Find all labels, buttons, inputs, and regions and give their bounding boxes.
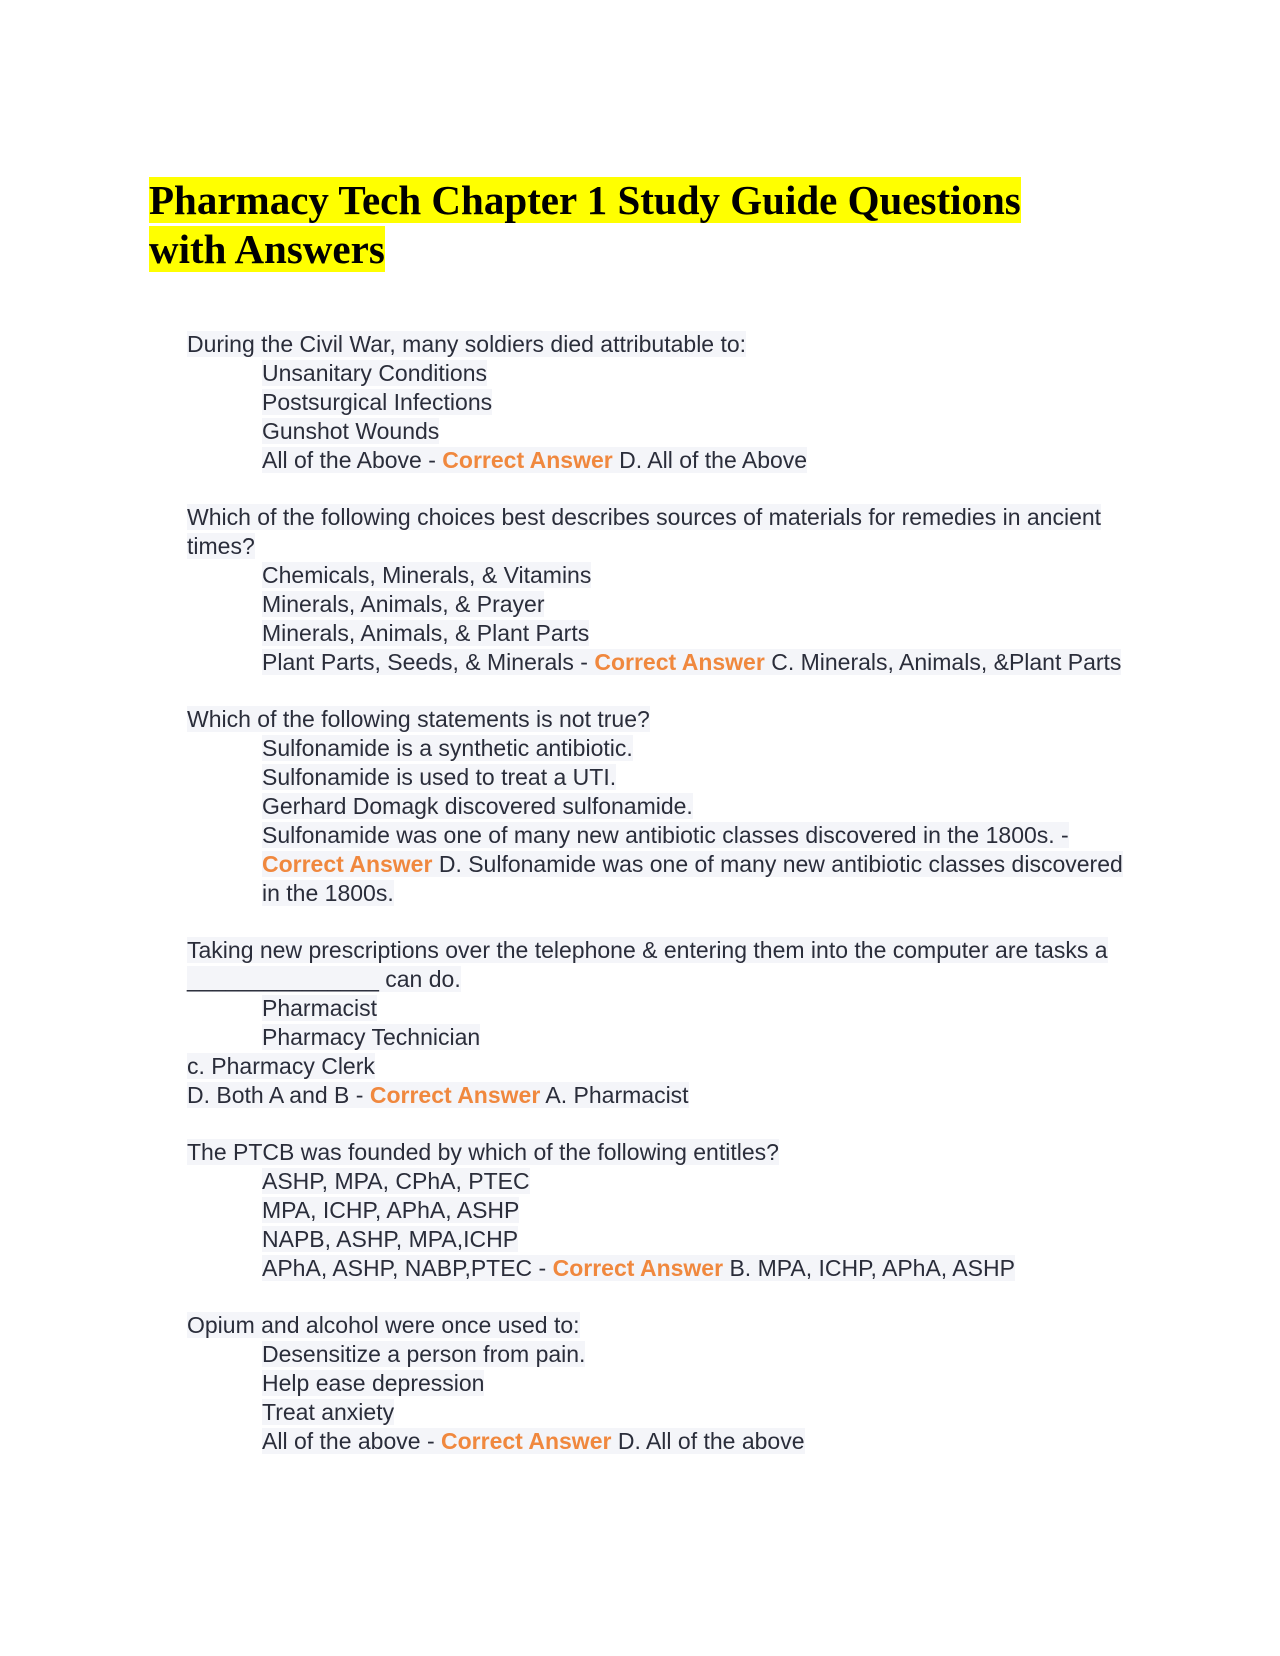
option-c: Gunshot Wounds [262, 418, 440, 444]
option-c: Minerals, Animals, & Plant Parts [262, 620, 590, 646]
question-block-1 [187, 330, 1127, 475]
option-b: Pharmacy Technician [262, 1024, 481, 1050]
question-text: During the Civil War, many soldiers died attributable to: [187, 331, 747, 357]
option-a: Pharmacist [262, 995, 378, 1021]
option-c: c. Pharmacy Clerk [187, 1053, 375, 1079]
option-d-with-answer: Plant Parts, Seeds, & Minerals - Correct Answer C. Minerals, Animals, &Plant Parts [262, 649, 1122, 675]
question-text: Which of the following statements is not true? [187, 706, 650, 732]
answer-text: C. Minerals, Animals, &Plant Parts [771, 649, 1122, 675]
correct-answer-label: Correct Answer [552, 1255, 724, 1281]
question-block-3 [187, 705, 1127, 908]
option-d: D. Both A and B [187, 1082, 350, 1108]
option-a: ASHP, MPA, CPhA, PTEC [262, 1168, 530, 1194]
option-c: NAPB, ASHP, MPA,ICHP [262, 1226, 519, 1252]
question-text: Taking new prescriptions over the telephone & entering them into the computer are tasks a _______________ can do. [187, 937, 1108, 992]
question-block-2 [187, 503, 1127, 677]
answer-text: D. All of the above [617, 1428, 805, 1454]
option-d: Plant Parts, Seeds, & Minerals [262, 649, 574, 675]
option-d: Sulfonamide was one of many new antibiotic classes discovered in the 1800s. [262, 822, 1055, 848]
option-d: APhA, ASHP, NABP,PTEC [262, 1255, 533, 1281]
option-a: Sulfonamide is a synthetic antibiotic. [262, 735, 633, 761]
answer-text: B. MPA, ICHP, APhA, ASHP [729, 1255, 1015, 1281]
option-a: Desensitize a person from pain. [262, 1341, 586, 1367]
option-a: Unsanitary Conditions [262, 360, 488, 386]
question-block-6 [187, 1311, 1127, 1456]
question-block-4 [187, 936, 1127, 1110]
title-line-2: with Answers [149, 226, 385, 272]
option-b: Sulfonamide is used to treat a UTI. [262, 764, 617, 790]
questions-list [187, 330, 1127, 1484]
option-d-with-answer: All of the Above - Correct Answer D. All of the Above [262, 447, 808, 473]
correct-answer-label: Correct Answer [369, 1082, 541, 1108]
option-d: All of the Above [262, 447, 422, 473]
option-d-with-answer: All of the above - Correct Answer D. All of the above [262, 1428, 805, 1454]
question-text: Opium and alcohol were once used to: [187, 1312, 580, 1338]
correct-answer-label: Correct Answer [594, 649, 765, 675]
option-a: Chemicals, Minerals, & Vitamins [262, 562, 592, 588]
option-c: Gerhard Domagk discovered sulfonamide. [262, 793, 693, 819]
option-d-with-answer: Sulfonamide was one of many new antibiotic classes discovered in the 1800s. - Correct Answer D. Sulfonamide was one of many new antibiotic classes discovered in the 1800s. [262, 822, 1123, 906]
correct-answer-label: Correct Answer [442, 447, 613, 473]
question-text: Which of the following choices best describes sources of materials for remedies in ancient times? [187, 504, 1102, 559]
correct-answer-label: Correct Answer [262, 851, 433, 877]
option-b: Minerals, Animals, & Prayer [262, 591, 545, 617]
option-c: Treat anxiety [262, 1399, 395, 1425]
option-b: MPA, ICHP, APhA, ASHP [262, 1197, 520, 1223]
correct-answer-label: Correct Answer [441, 1428, 612, 1454]
option-d-with-answer: APhA, ASHP, NABP,PTEC - Correct Answer B. MPA, ICHP, APhA, ASHP [262, 1255, 1015, 1281]
option-b: Postsurgical Infections [262, 389, 493, 415]
answer-text: D. Sulfonamide was one of many new antibiotic classes discovered in the 1800s. [262, 851, 1123, 906]
question-text: The PTCB was founded by which of the following entitles? [187, 1139, 779, 1165]
question-block-5 [187, 1138, 1127, 1283]
answer-text: A. Pharmacist [545, 1082, 689, 1108]
page-title [149, 176, 1109, 274]
option-d-with-answer: D. Both A and B - Correct Answer A. Pharmacist [187, 1082, 689, 1108]
title-line-1: Pharmacy Tech Chapter 1 Study Guide Questions [149, 177, 1021, 223]
option-d: All of the above [262, 1428, 421, 1454]
option-b: Help ease depression [262, 1370, 485, 1396]
answer-text: D. All of the Above [619, 447, 808, 473]
